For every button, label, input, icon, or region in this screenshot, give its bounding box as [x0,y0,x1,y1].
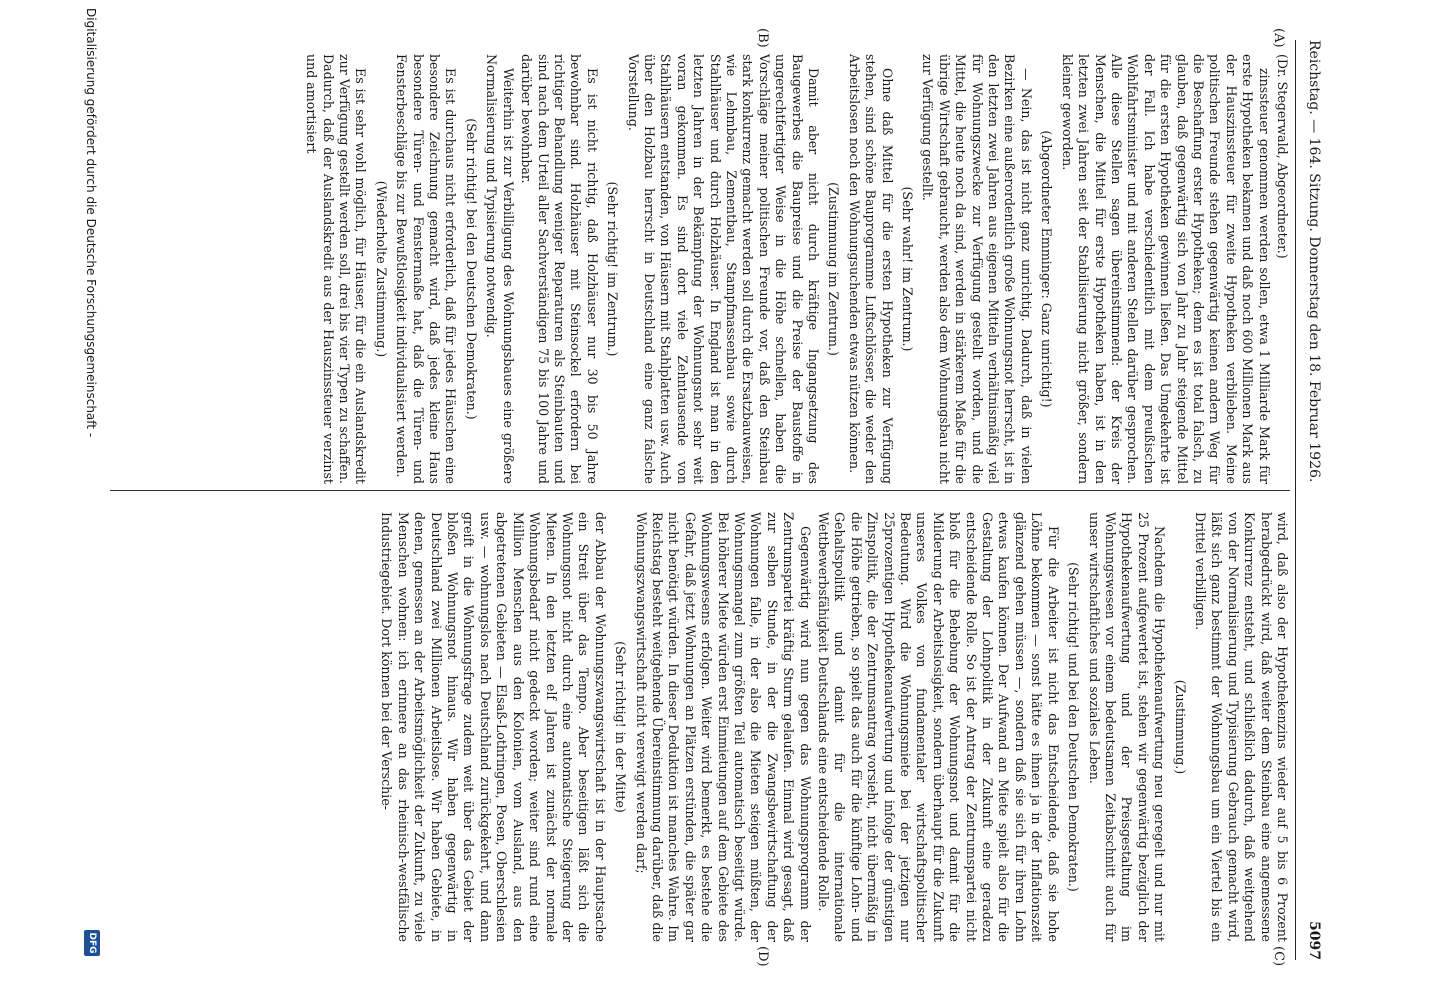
speaker-attribution: (Dr. Stegerwald, Abgeordneter.) [1275,54,1290,259]
paragraph: Ohne daß Mittel für die ersten Hypotheken zur Verfügung stehen, sind schöne Bauprogramme Luftschlösser, die weder den Arbeitslosen noch den Wohnungsuchenden etwas nützen können. [846,54,895,484]
text-column-left [301,54,1290,484]
paragraph: Es ist nicht richtig, daß Holzhäuser nur 30 bis 50 Jahre bewohnbar sind. Holzhäuser mit Steinsockel erfordern bei richtiger Behandlung weniger Reparaturen als Steinbauten und sind nach dem Urteil aller Sachverständigen 75 bis 100 Jahre und darüber bewohnbar. [519,54,600,484]
interjection: (Wiederholte Zustimmung.) [373,180,389,358]
paragraph: Nachdem die Hypothekenaufwertung neu geregelt und nur mit 25 Prozent aufgewertet ist, stehen wir gegenwärtig bezüglich der Hypothekenaufwertung und der Preisgestaltung im Wohnungswesen vor einem bedeutsamen Zeitabschnitt auch für unser wirtschaftliches und soziales Leben. [1086,512,1168,942]
paragraph: Gegenwärtig wird nun gegen das Wohnungsprogramm der Zentrumspartei kräftig Sturm gelaufen. Einmal wird gesagt, daß zur selben Stunde, in der die Zwangsbewirtschaftung der Wohnungen falle, in der also die Mieten steigen müßten, der Wohnungsmangel zum größten Teil automatisch beseitigt würde. Bei höherer Miete würden erst Einmietungen auf dem Gebiete des Wohnungswesens erfolgen. Weiter wird bemerkt, es bestehe die Gefahr, daß jetzt Wohnungen an Plätzen erstünden, die später gar nicht benötigt würden. In dieser Deduktion ist manches Wahre. Im Reichstag besteht weitgehende Übereinstimmung darüber, daß die Wohnungszwangswirtschaft nicht verewigt werden darf; [633,512,813,942]
page-number: 5097 [1306,921,1322,960]
header-title: Reichstag. — 164. Sitzung. Donnerstag den 18. Februar 1926. [1306,40,1322,483]
paragraph: Für die Arbeiter ist nicht das Entscheidende, daß sie hohe Löhne bekommen — sonst hätte es ihnen ja in der Inflationszeit glänzend gehen müssen —, sondern daß sie sich für ihren Lohn etwas kaufen können. Der Aufwand an Miete spielt also für die Gestaltung der Lohnpolitik in der Zukunft eine geradezu entscheidende Rolle. So ist der Antrag der Zentrumspartei nicht bloß für die Behebung der Wohnungsnot und damit für die Milderung der Arbeitslosigkeit, sondern überhaupt für die Zukunft unseres Volkes von fundamentaler wirtschaftspolitischer Bedeutung. Wird die Wohnungsmiete bei der jetzigen nur 25prozentigen Hypothekenaufwertung und infolge der günstigen Zinspolitik, die der Zentrumsantrag vorsieht, nicht übermäßig in die Höhe getrieben, so spielt das auch für die künftige Lohn- und Gehaltspolitik und damit für die internationale Wettbewerbsfähigkeit Deutschlands eine entscheidende Rolle. [816,512,1061,942]
paragraph: zinssteuer genommen werden sollen, etwa 1 Milliarde Mark für erste Hypotheken bekamen und daß noch 600 Millionen Mark aus der Hauszinssteuer für zweite Hypotheken verblieben. Meine politischen Freunde stehen gegenwärtig keinen andern Weg für die Beschaffung erster Hypotheken; denn es ist total falsch, zu glauben, daß gegenwärtig sich von Jahr zu Jahr steigende Mittel für die ersten Hypotheken gewinnen ließen. Das Umgekehrte ist der Fall. Ich habe verschiedentlich mit dem preußischen Wohlfahrtsminister und mit anderen Stellen darüber gesprochen. Alle diese Stellen sagen übereinstimmend: der Kreis der Menschen, die Mittel für erste Hypotheken haben, ist in den letzten zwei Jahren seit der Stabilisierung nicht größer, sondern kleiner geworden. [1059,54,1272,484]
interjection: (Zustimmung.) [1172,679,1188,775]
running-header [1300,40,1322,960]
paragraph: — Nein, das ist nicht ganz unrichtig. Dadurch, daß in vielen Bezirken eine außerordentlich große Wohnungsnot herrscht, ist in den letzten zwei Jahren aus eigenen Mitteln verhältnismäßig viel für Wohnungszwecke zur Verfügung gestellt worden, und die Mittel, die heute noch da sind, werden in stärkerem Maße für die übrige Wirtschaft gebraucht, werden also dem Wohnungsbau nicht zur Verfügung gestellt. [920,54,1034,484]
margin-mark-a: (A) [1271,28,1286,48]
footer-text: Digitalisierung gefördert durch die Deutsche Forschungsgemeinschaft - [84,8,98,438]
interjection: (Abgeordneter Emminger: Ganz unrichtig!) [1039,130,1055,408]
interjection: (Sehr richtig! bei den Deutschen Demokraten.) [463,118,479,420]
header-rule [1295,40,1296,960]
interjection: (Sehr richtig! im Zentrum.) [605,181,621,357]
paragraph: Es ist sehr wohl möglich, für Häuser, für die ein Auslandskredit zur Verfügung gestellt werden soll, drei bis vier Typen zu schaffen. Dadurch, daß der Auslandskredit aus der Hauszinssteuer verzinst und amortisiert [304,54,369,484]
paragraph: Es ist durchaus nicht erforderlich, daß für jedes Häuschen eine besondere Zeichnung gemacht wird, daß jedes kleine Haus besondere Türen- und Fenstermaße hat, daß die Türen- und Fensterbeschläge bis zur Bewußtlosigkeit individualisiert werden. [394,54,459,484]
paragraph: Weiterhin ist zur Verbilligung des Wohnungsbaues eine größere Normalisierung und Typisierung notwendig. [484,54,516,484]
text-column-right [376,512,1290,942]
interjection: (Zustimmung im Zentrum.) [826,182,842,356]
column-divider [110,490,1290,491]
dfg-logo: DFG [84,930,100,956]
interjection: (Sehr richtig! und bei den Deutschen Demokraten.) [1066,562,1082,892]
margin-mark-b: (B) [755,28,770,48]
paragraph: der Abbau der Wohnungszwangswirtschaft ist in der Hauptsache ein Streit über das Tempo. Aber beseitigen läßt sich die Wohnungsnot nicht durch eine automatische Steigerung der Mieten. In den letzten elf Jahren ist zunächst der normale Wohnungsbedarf nicht gedeckt worden; weiter sind rund eine Million Menschen aus den Kolonien, vom Ausland, aus den abgetretenen Gebieten — Elsaß-Lothringen, Posen, Oberschlesien usw. — wohnungslos nach Deutschland zurückgekehrt, und dann greift in die Wohnungsfrage zudem weit über das Gebiet der bloßen Wohnungsnot hinaus. Wir haben gegenwärtig in Deutschland zwei Millionen Arbeitslose. Wir haben Gebiete, in denen, gemessen an der Arbeitsmöglichkeit der Zukunft, zu viele Menschen wohnen: ich erinnere an das rheinisch-westfälische Industriegebiet. Dort können bei der Verschie- [379,512,608,942]
paragraph: wird, daß also der Hypothekenzins wieder auf 5 bis 6 Prozent herabgedrückt wird, daß weiter dem Steinbau eine angemessene Konkurrenz entsteht, und schließlich dadurch, daß weitgehend von der Normalisierung und Typisierung Gebrauch gemacht wird, läßt sich ganz bestimmt der Wohnungsbau um ein Viertel bis ein Drittel verbilligen. [1192,512,1290,942]
margin-mark-d: (D) [755,946,770,967]
paragraph: Damit aber nicht durch kräftige Ingangsetzung des Baugewerbes die Baupreise und die Preise der Baustoffe in ungerechtfertigter Weise in die Höhe schnellen, haben die Vorschläge meiner politischen Freunde vor, daß den Steinbau stark konkurrenz gemacht werden soll durch die Ersatzbauweisen, wie Lehmbau, Zementbau, Stampfmassenbau sowie durch Stahlhäuser und durch Holzhäuser. In England ist man in den letzten Jahren in der Bekämpfung der Wohnungsnot sehr weit voran gekommen. Es sind dort viele Zehntausende von Stahlhäusern entstanden, von Häusern mit Stahlplatten usw. Auch über den Holzbau herrscht in Deutschland eine ganz falsche Vorstellung. [625,54,822,484]
interjection: (Sehr wahr! im Zentrum.) [900,186,916,352]
margin-mark-c: (C) [1271,946,1286,967]
interjection: (Sehr richtig! in der Mitte) [613,641,629,813]
